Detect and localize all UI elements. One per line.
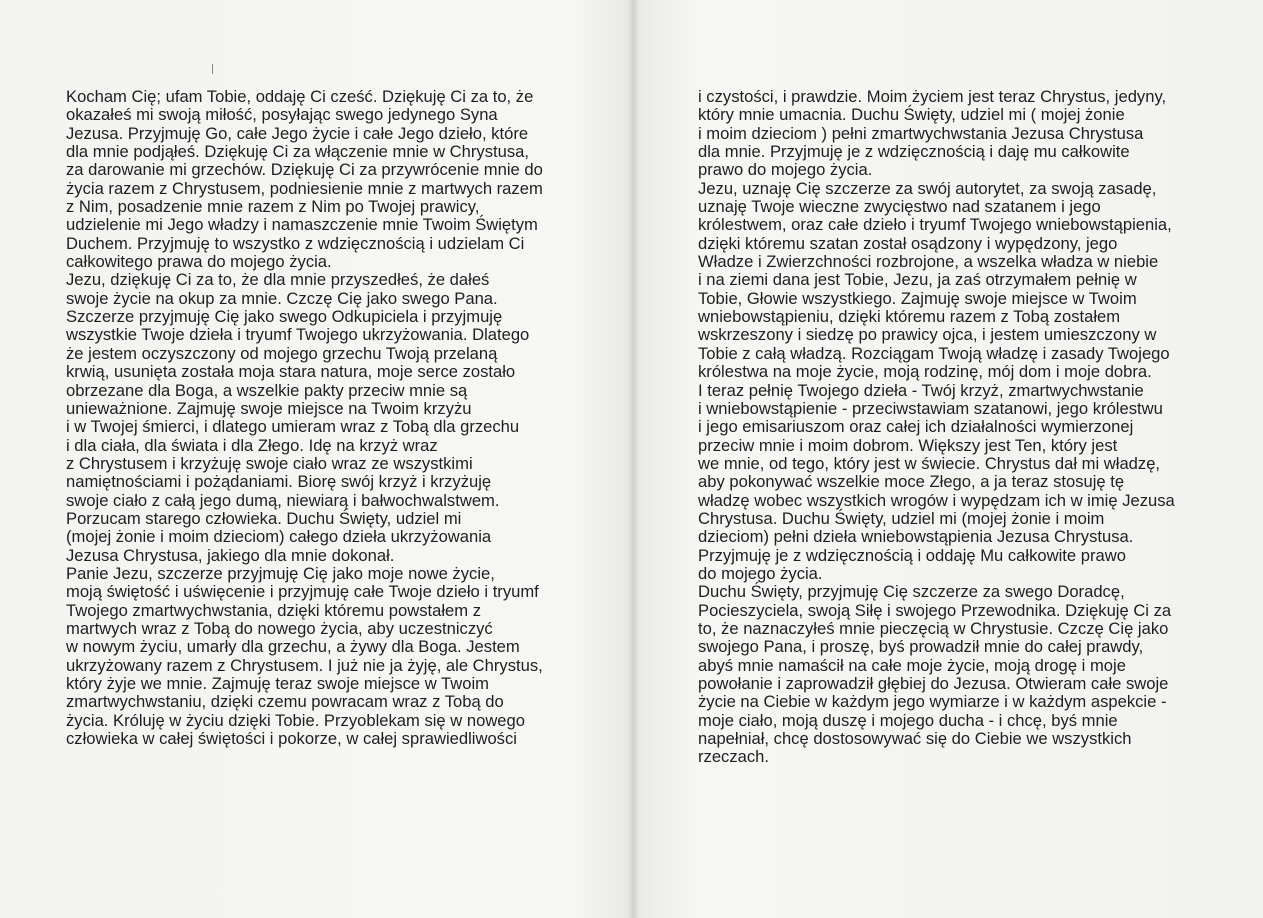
text-line: unieważnione. Zajmuję swoje miejsce na Twoim krzyżu: [66, 398, 472, 418]
text-line: i jego emisariuszom oraz całej ich działalności wymierzonej: [698, 417, 1134, 437]
text-line: swojego Pana, i proszę, byś prowadził mnie do całej prawdy,: [698, 637, 1144, 657]
text-line: obrzezane dla Boga, a wszelkie pakty przeciw mnie są: [66, 380, 468, 400]
text-line: i dla ciała, dla świata i dla Złego. Idę na krzyż wraz: [66, 435, 438, 455]
text-line: powołanie i zaprowadził głębiej do Jezusa. Otwieram całe swoje: [698, 674, 1169, 693]
text-line: i czystości, i prawdzie. Moim życiem jest teraz Chrystus, jedyny,: [698, 87, 1167, 106]
text-line: za darowanie mi grzechów. Dziękuję Ci za przywrócenie mnie do: [66, 160, 543, 180]
text-line: człowieka w całej świętości i pokorze, w całej sprawiedliwości: [66, 729, 517, 749]
text-line: całkowitego prawa do mojego życia.: [66, 252, 332, 272]
text-line: z Nim, posadzenie mnie razem z Nim po Twojej prawicy,: [66, 197, 480, 217]
text-line: Szczerze przyjmuję Cię jako swego Odkupiciela i przyjmuję: [66, 307, 503, 327]
text-line: to, że naznaczyłeś mnie pieczęcią w Chrystusie. Czczę Cię jako: [698, 618, 1169, 638]
text-line: i moim dzieciom ) pełni zmartwychwstania Jezusa Chrystusa: [698, 123, 1144, 143]
text-line: Duchem. Przyjmuję to wszystko z wdzięcznością i udzielam Ci: [66, 233, 525, 253]
text-line: moje ciało, moją duszę i mojego ducha - i chcę, byś mnie: [698, 710, 1118, 730]
text-line: Chrystusa. Duchu Święty, udziel mi (mojej żonie i moim: [698, 508, 1105, 528]
text-line: rzeczach.: [698, 747, 770, 767]
text-line: napełniał, chcę dostosowywać się do Ciebie we wszystkich: [698, 729, 1132, 749]
book-gutter: [628, 0, 638, 918]
text-line: Duchu Święty, przyjmuję Cię szczerze za swego Doradcę,: [698, 582, 1125, 602]
text-line: moją świętość i uświęcenie i przyjmuję całe Twoje dzieło i tryumf: [66, 582, 539, 602]
text-line: królestwem, oraz całe dzieło i tryumf Twojego wniebowstąpienia,: [698, 215, 1172, 235]
text-line: namiętnościami i pożądaniami. Biorę swój krzyż i krzyżuję: [66, 472, 492, 492]
text-line: Władze i Zwierzchności rozbrojone, a wszelka władza w niebie: [698, 252, 1159, 272]
text-line: Pocieszyciela, swoją Siłę i swojego Przewodnika. Dziękuję Ci za: [698, 600, 1172, 620]
text-line: życie na Ciebie w każdym jego wymiarze i w każdym aspekcie -: [698, 692, 1167, 712]
left-page-text: [66, 88, 543, 748]
text-line: i wniebowstąpienie - przeciwstawiam szatanowi, jego królestwu: [698, 398, 1163, 418]
text-line: który mnie umacnia. Duchu Święty, udziel mi ( mojej żonie: [698, 105, 1125, 125]
text-line: wskrzeszony i siedzę po prawicy ojca, i jestem umieszczony w: [698, 325, 1157, 345]
text-line: Kocham Cię; ufam Tobie, oddaję Ci cześć. Dziękuję Ci za to, że: [66, 87, 534, 106]
text-line: w nowym życiu, umarły dla grzechu, a żywy dla Boga. Jestem: [66, 637, 520, 657]
text-line: martwych wraz z Tobą do nowego życia, aby uczestniczyć: [66, 618, 493, 638]
text-line: I teraz pełnię Twojego dzieła - Twój krzyż, zmartwychwstanie: [698, 380, 1144, 400]
text-line: aby pokonywać wszelkie moce Złego, a ja teraz stosuję tę: [698, 472, 1125, 492]
text-line: Tobie, Głowie wszystkiego. Zajmuję swoje miejsce w Twoim: [698, 288, 1137, 308]
text-line: Porzucam starego człowieka. Duchu Święty, udziel mi: [66, 508, 462, 528]
text-line: że jestem oczyszczony od mojego grzechu Twoją przelaną: [66, 343, 498, 363]
text-line: zmartwychwstaniu, dzięki czemu powracam wraz z Tobą do: [66, 692, 504, 712]
text-line: Jezusa. Przyjmuję Go, całe Jego życie i całe Jego dzieło, które: [66, 123, 529, 143]
text-line: królestwa na moje życie, moją rodzinę, mój dom i moje dobra.: [698, 362, 1152, 382]
text-line: prawo do mojego życia.: [698, 160, 873, 180]
text-line: uznaję Twoje wieczne zwycięstwo nad szatanem i jego: [698, 197, 1101, 217]
text-line: Jezusa Chrystusa, jakiego dla mnie dokonał.: [66, 545, 395, 565]
right-page-text: [698, 88, 1175, 767]
text-line: udzielenie mi Jego władzy i namaszczenie mnie Twoim Świętym: [66, 215, 538, 235]
text-line: i na ziemi dana jest Tobie, Jezu, ja zaś otrzymałem pełnię w: [698, 270, 1137, 290]
text-line: Tobie z całą władzą. Rozciągam Twoją władzę i zasady Twojego: [698, 343, 1170, 363]
text-line: okazałeś mi swoją miłość, posyłając swego jedynego Syna: [66, 105, 498, 125]
text-line: z Chrystusem i krzyżuję swoje ciało wraz ze wszystkimi: [66, 453, 473, 473]
text-line: (mojej żonie i moim dzieciom) całego dzieła ukrzyżowania: [66, 527, 492, 547]
text-line: władzę wobec wszystkich wrogów i wypędzam ich w imię Jezusa: [698, 490, 1175, 510]
text-line: przeciw mnie i moim dobrom. Większy jest Ten, który jest: [698, 435, 1118, 455]
text-line: wszystkie Twoje dzieła i tryumf Twojego ukrzyżowania. Dlatego: [66, 325, 530, 345]
text-line: i w Twojej śmierci, i dlatego umieram wraz z Tobą dla grzechu: [66, 417, 520, 437]
text-line: który żyje we mnie. Zajmuję teraz swoje miejsce w Twoim: [66, 674, 489, 693]
text-line: dla mnie. Przyjmuję je z wdzięcznością i daję mu całkowite: [698, 142, 1130, 162]
text-line: Jezu, dziękuję Ci za to, że dla mnie przyszedłeś, że dałeś: [66, 270, 490, 290]
text-line: dzieciom) pełni dzieła wniebowstąpienia Jezusa Chrystusa.: [698, 527, 1134, 547]
text-line: wniebowstąpieniu, dzięki któremu razem z Tobą zostałem: [698, 307, 1121, 327]
text-line: ukrzyżowany razem z Chrystusem. I już nie ja żyję, ale Chrystus,: [66, 655, 543, 675]
text-line: swoje ciało z całą jego dumą, niewiarą i bałwochwalstwem.: [66, 490, 500, 510]
text-line: abyś mnie namaścił na całe moje życie, moją drogę i moje: [698, 655, 1126, 675]
text-line: Jezu, uznaję Cię szczerze za swój autorytet, za swoją zasadę,: [698, 178, 1157, 198]
text-line: do mojego życia.: [698, 563, 823, 583]
text-line: życia. Króluję w życiu dzięki Tobie. Przyoblekam się w nowego: [66, 710, 525, 730]
text-line: we mnie, od tego, który jest w świecie. Chrystus dał mi władzę,: [698, 453, 1161, 473]
text-line: życia razem z Chrystusem, podniesienie mnie z martwych razem: [66, 178, 543, 198]
text-line: dla mnie podjąłeś. Dziękuję Ci za włączenie mnie w Chrystusa,: [66, 142, 529, 162]
text-line: dzięki któremu szatan został osądzony i wypędzony, jego: [698, 233, 1118, 253]
text-line: krwią, usunięta została moja stara natura, moje serce zostało: [66, 362, 516, 382]
text-line: Twojego zmartwychwstania, dzięki któremu powstałem z: [66, 600, 481, 620]
text-line: Panie Jezu, szczerze przyjmuję Cię jako moje nowe życie,: [66, 563, 495, 583]
text-line: Przyjmuję je z wdzięcznością i oddaję Mu całkowite prawo: [698, 545, 1126, 565]
text-line: swoje życie na okup za mnie. Czczę Cię jako swego Pana.: [66, 288, 498, 308]
scan-speck: [212, 64, 213, 74]
